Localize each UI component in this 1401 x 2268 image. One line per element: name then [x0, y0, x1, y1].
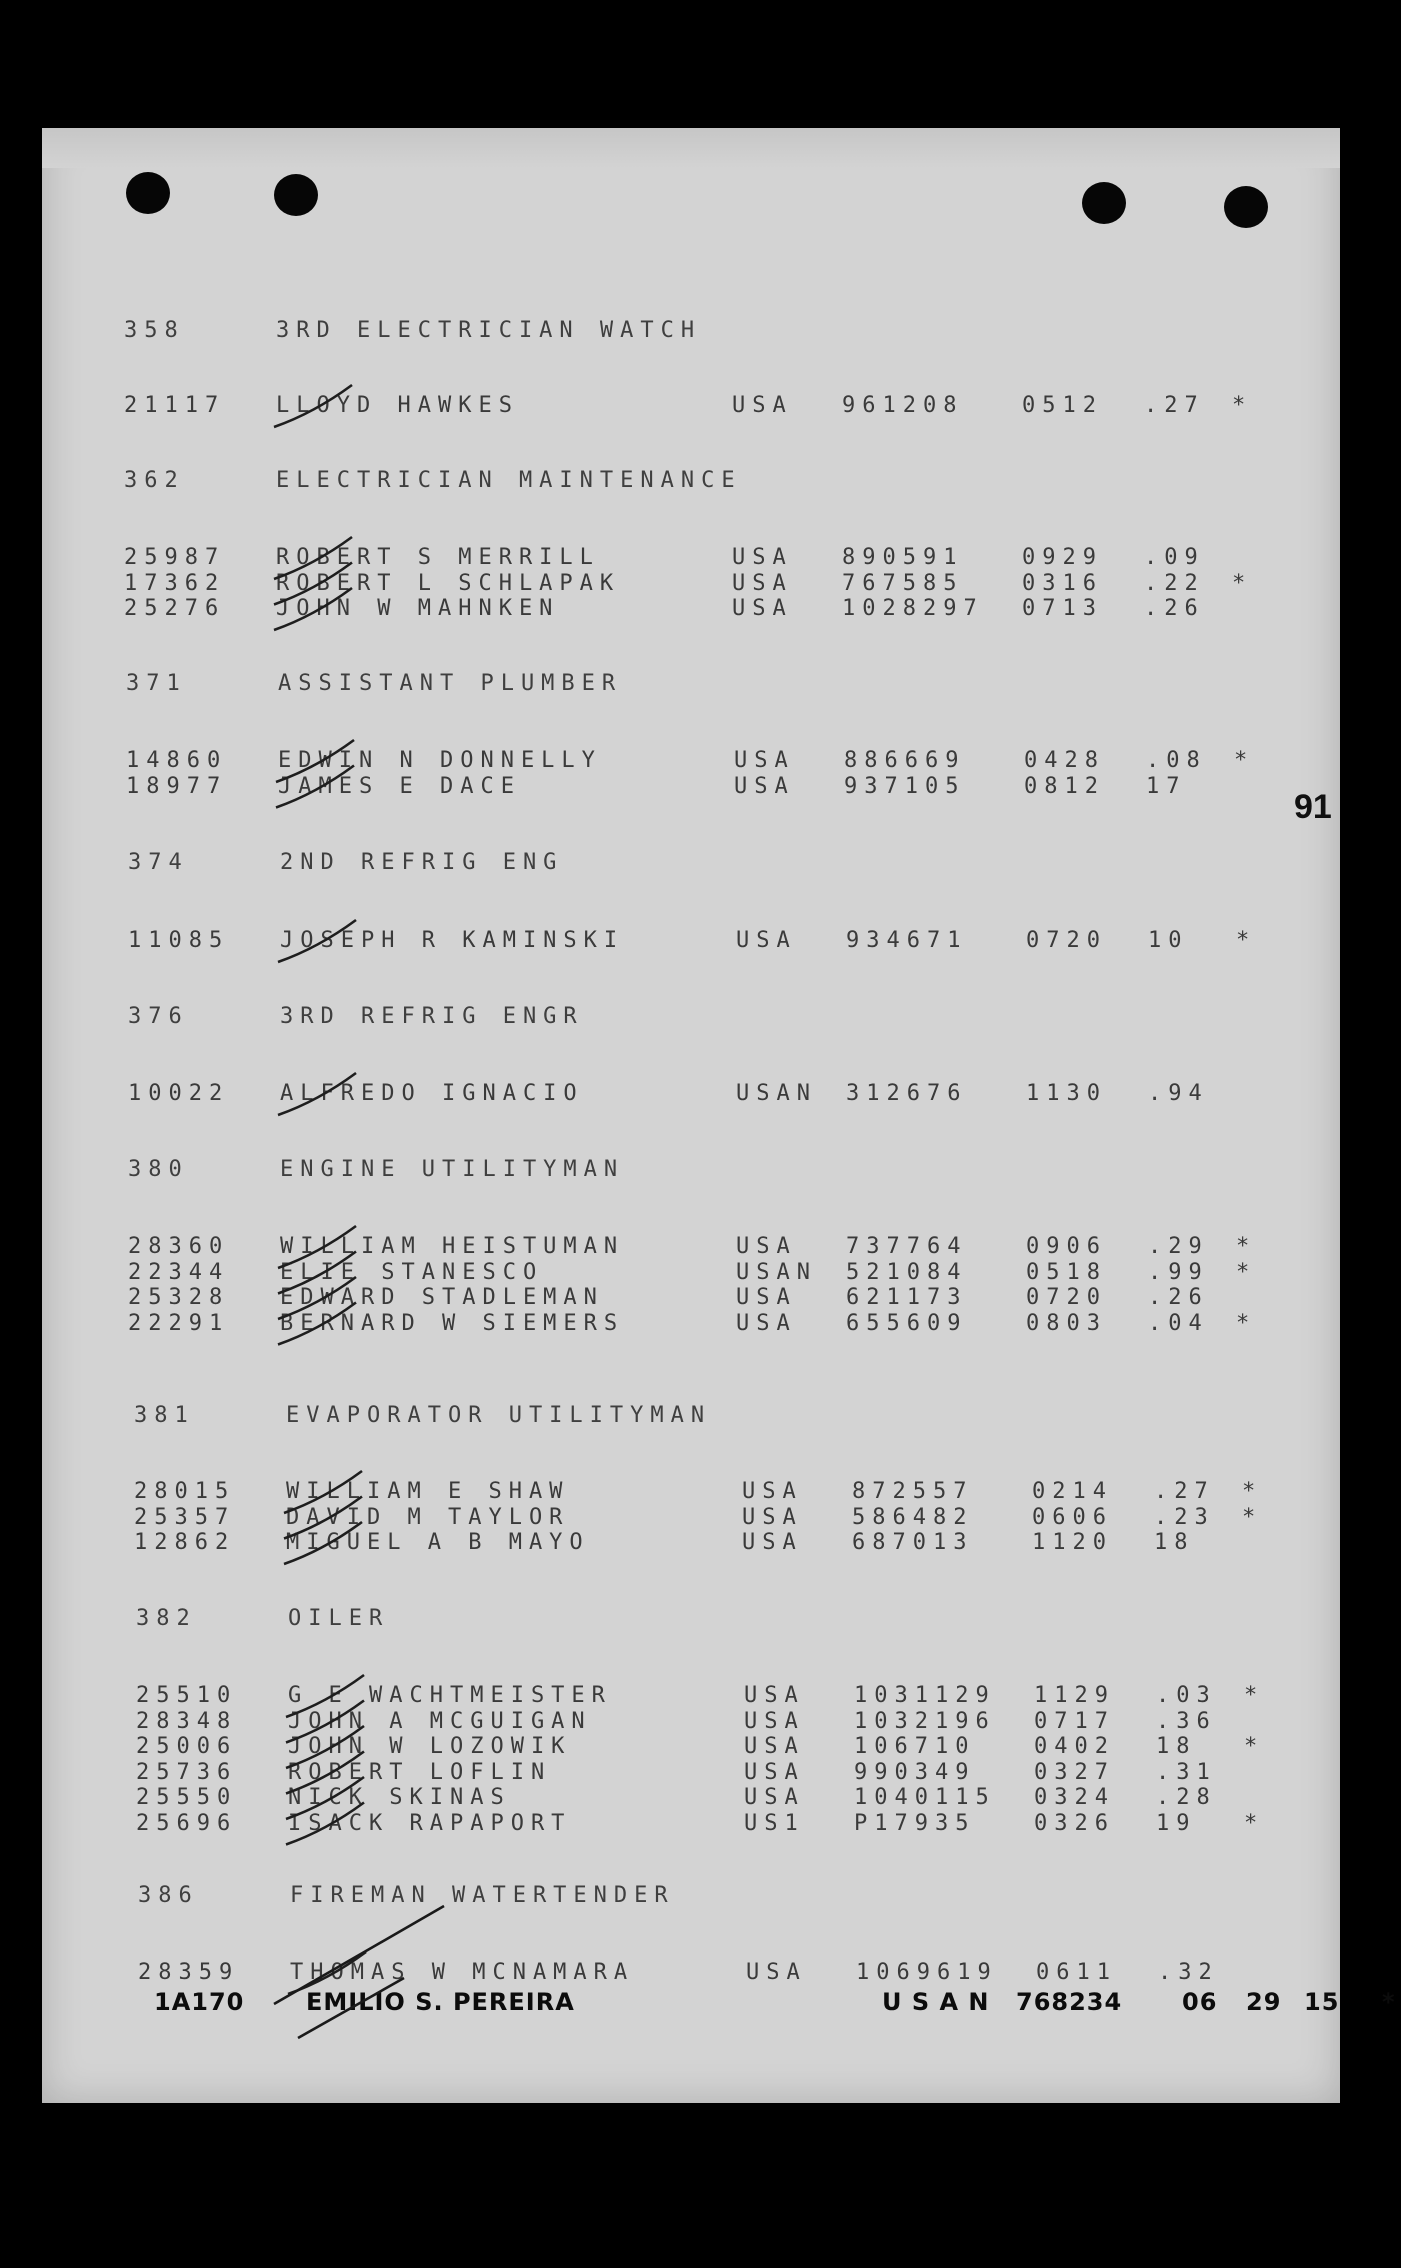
crew-date: 0512 [1022, 393, 1103, 418]
crew-code: 21117 [124, 393, 226, 418]
crew-name: NICK SKINAS [288, 1785, 511, 1810]
crew-name: DAVID M TAYLOR [286, 1504, 570, 1530]
punch-hole [1082, 182, 1126, 224]
crew-name: EDWARD STADLEMAN [280, 1285, 604, 1310]
handwritten-replacement-row [154, 1988, 1396, 2268]
crew-star: * [1244, 1683, 1265, 1708]
crew-book: 1040115 [854, 1785, 996, 1810]
crew-book: 621173 [846, 1285, 968, 1310]
crew-date: 0812 [1024, 773, 1105, 799]
crew-star: * [1244, 1734, 1265, 1759]
punch-hole [274, 174, 318, 216]
section-title: ASSISTANT PLUMBER [278, 671, 623, 696]
crew-name: JOHN W LOZOWIK [288, 1734, 572, 1759]
crew-date: 0717 [1034, 1708, 1115, 1734]
section-code: 376 [128, 1004, 189, 1029]
crew-name: ELIE STANESCO [280, 1259, 544, 1285]
crew-star: * [1234, 748, 1255, 773]
crew-code: 25006 [136, 1734, 238, 1759]
crew-nat: USA [744, 1683, 805, 1708]
crew-book: 1028297 [842, 596, 984, 621]
last-row-name: EMILIO S. PEREIRA [306, 1988, 575, 2016]
crew-num: .26 [1144, 596, 1205, 621]
crew-code: 25276 [124, 596, 226, 621]
crew-code: 25357 [134, 1504, 236, 1530]
crew-star: * [1236, 1310, 1257, 1336]
crew-book: 687013 [852, 1530, 974, 1555]
section-code: 386 [138, 1883, 199, 1908]
crew-num: .22 [1144, 570, 1205, 596]
crew-star: * [1236, 1259, 1257, 1285]
crew-nat: USA [732, 393, 793, 418]
crew-name: EDWIN N DONNELLY [278, 748, 602, 773]
crew-num: 17 [1146, 773, 1187, 799]
crew-date: 0720 [1026, 1285, 1107, 1310]
last-row-nat: U S A N [882, 1988, 990, 2016]
crew-num: 19 [1156, 1810, 1197, 1836]
crew-date: 0402 [1034, 1734, 1115, 1759]
crew-nat: USA [736, 928, 797, 953]
last-row-extra: 15 [1304, 1988, 1340, 2016]
crew-nat: USA [742, 1479, 803, 1504]
crew-date: 0518 [1026, 1259, 1107, 1285]
crew-code: 28360 [128, 1234, 230, 1259]
crew-book: 934671 [846, 928, 968, 953]
crew-code: 12862 [134, 1530, 236, 1555]
crew-star: * [1242, 1479, 1263, 1504]
crew-nat: US1 [744, 1810, 805, 1836]
section-code: 380 [128, 1157, 189, 1182]
section-title: 3RD ELECTRICIAN WATCH [276, 318, 702, 343]
crew-name: JOHN W MAHNKEN [276, 596, 560, 621]
crew-num: .29 [1148, 1234, 1209, 1259]
crew-book: 990349 [854, 1759, 976, 1785]
crew-star: * [1232, 570, 1253, 596]
crew-name: JAMES E DACE [278, 773, 521, 799]
crew-num: 18 [1154, 1530, 1195, 1555]
crew-book: 312676 [846, 1081, 968, 1106]
crew-name: ROBERT L SCHLAPAK [276, 570, 621, 596]
crew-name: MIGUEL A B MAYO [286, 1530, 590, 1555]
crew-nat: USA [736, 1310, 797, 1336]
crew-book: 890591 [842, 545, 964, 570]
crew-num: .27 [1154, 1479, 1215, 1504]
crew-name: THOMAS W MCNAMARA [290, 1960, 635, 1985]
crew-name: ISACK RAPAPORT [288, 1810, 572, 1836]
crew-nat: USA [744, 1785, 805, 1810]
crew-nat: USA [744, 1759, 805, 1785]
crew-code: 14860 [126, 748, 228, 773]
crew-book: 1032196 [854, 1708, 996, 1734]
crew-date: 1130 [1026, 1081, 1107, 1106]
crew-star: * [1232, 393, 1253, 418]
crew-date: 0606 [1032, 1504, 1113, 1530]
crew-code: 25510 [136, 1683, 238, 1708]
crew-nat: USAN [736, 1081, 817, 1106]
section-code: 371 [126, 671, 187, 696]
last-row-date: 06 [1182, 1988, 1218, 2016]
crew-book: 1031129 [854, 1683, 996, 1708]
page-number: 91 [1294, 788, 1332, 826]
crew-nat: USA [742, 1504, 803, 1530]
crew-code: 25550 [136, 1785, 238, 1810]
crew-nat: USAN [736, 1259, 817, 1285]
crew-date: 0316 [1022, 570, 1103, 596]
crew-name: WILLIAM E SHAW [286, 1479, 570, 1504]
crew-num: .27 [1144, 393, 1205, 418]
crew-code: 10022 [128, 1081, 230, 1106]
crew-name: G E WACHTMEISTER [288, 1683, 612, 1708]
crew-star: * [1236, 928, 1257, 953]
crew-nat: USA [746, 1960, 807, 1985]
page-top-band [42, 128, 1340, 168]
crew-num: .04 [1148, 1310, 1209, 1336]
crew-date: 0214 [1032, 1479, 1113, 1504]
crew-name: ALFREDO IGNACIO [280, 1081, 584, 1106]
crew-book: 655609 [846, 1310, 968, 1336]
crew-star: * [1236, 1234, 1257, 1259]
crew-date: 0611 [1036, 1960, 1117, 1985]
crew-code: 28348 [136, 1708, 238, 1734]
crew-code: 28015 [134, 1479, 236, 1504]
crew-nat: USA [734, 748, 795, 773]
crew-date: 0803 [1026, 1310, 1107, 1336]
crew-book: 586482 [852, 1504, 974, 1530]
section-title: EVAPORATOR UTILITYMAN [286, 1403, 712, 1428]
crew-date: 0906 [1026, 1234, 1107, 1259]
crew-date: 0324 [1034, 1785, 1115, 1810]
crew-date: 0326 [1034, 1810, 1115, 1836]
crew-name: LLOYD HAWKES [276, 393, 519, 418]
crew-nat: USA [736, 1234, 797, 1259]
crew-num: .99 [1148, 1259, 1209, 1285]
crew-num: .28 [1156, 1785, 1217, 1810]
crew-code: 11085 [128, 928, 230, 953]
crew-date: 0929 [1022, 545, 1103, 570]
section-code: 381 [134, 1403, 195, 1428]
last-row-code: 1A170 [154, 1988, 245, 2016]
crew-date: 0327 [1034, 1759, 1115, 1785]
document-page [42, 128, 1396, 2103]
section-title: ENGINE UTILITYMAN [280, 1157, 625, 1182]
last-row-star: * [1382, 1988, 1396, 2016]
crew-date: 0713 [1022, 596, 1103, 621]
crew-num: .36 [1156, 1708, 1217, 1734]
section-code: 382 [136, 1606, 197, 1631]
crew-nat: USA [734, 773, 795, 799]
crew-book: 961208 [842, 393, 964, 418]
crew-book: 1069619 [856, 1960, 998, 1985]
crew-num: .32 [1158, 1960, 1219, 1985]
crew-num: .09 [1144, 545, 1205, 570]
crew-code: 18977 [126, 773, 228, 799]
crew-num: .26 [1148, 1285, 1209, 1310]
crew-book: P17935 [854, 1810, 976, 1836]
crew-book: 872557 [852, 1479, 974, 1504]
section-title: 2ND REFRIG ENG [280, 850, 564, 875]
last-row-num: 29 [1246, 1988, 1282, 2016]
crew-nat: USA [732, 570, 793, 596]
crew-star: * [1242, 1504, 1263, 1530]
crew-name: JOSEPH R KAMINSKI [280, 928, 625, 953]
section-code: 374 [128, 850, 189, 875]
crew-code: 25696 [136, 1810, 238, 1836]
crew-nat: USA [732, 596, 793, 621]
section-title: 3RD REFRIG ENGR [280, 1004, 584, 1029]
crew-name: ROBERT S MERRILL [276, 545, 600, 570]
crew-nat: USA [742, 1530, 803, 1555]
crew-date: 0428 [1024, 748, 1105, 773]
section-code: 358 [124, 318, 185, 343]
crew-num: .23 [1154, 1504, 1215, 1530]
crew-date: 0720 [1026, 928, 1107, 953]
crew-code: 22291 [128, 1310, 230, 1336]
crew-name: ROBERT LOFLIN [288, 1759, 552, 1785]
section-title: FIREMAN WATERTENDER [290, 1883, 675, 1908]
crew-book: 737764 [846, 1234, 968, 1259]
crew-book: 886669 [844, 748, 966, 773]
crew-nat: USA [744, 1734, 805, 1759]
crew-book: 106710 [854, 1734, 976, 1759]
crew-star: * [1244, 1810, 1265, 1836]
crew-book: 937105 [844, 773, 966, 799]
crew-num: .08 [1146, 748, 1207, 773]
crew-num: 18 [1156, 1734, 1197, 1759]
crew-nat: USA [744, 1708, 805, 1734]
crew-book: 767585 [842, 570, 964, 596]
section-code: 362 [124, 468, 185, 493]
crew-book: 521084 [846, 1259, 968, 1285]
crew-num: 10 [1148, 928, 1189, 953]
crew-nat: USA [732, 545, 793, 570]
crew-code: 22344 [128, 1259, 230, 1285]
punch-hole [126, 172, 170, 214]
section-title: ELECTRICIAN MAINTENANCE [276, 468, 742, 493]
last-row-book: 768234 [1016, 1988, 1123, 2016]
crew-num: .94 [1148, 1081, 1209, 1106]
crew-name: JOHN A MCGUIGAN [288, 1708, 592, 1734]
crew-name: WILLIAM HEISTUMAN [280, 1234, 625, 1259]
section-title: OILER [288, 1606, 390, 1631]
crew-num: .31 [1156, 1759, 1217, 1785]
crew-code: 28359 [138, 1960, 240, 1985]
crew-nat: USA [736, 1285, 797, 1310]
crew-code: 17362 [124, 570, 226, 596]
crew-num: .03 [1156, 1683, 1217, 1708]
crew-code: 25328 [128, 1285, 230, 1310]
crew-date: 1120 [1032, 1530, 1113, 1555]
crew-name: BERNARD W SIEMERS [280, 1310, 625, 1336]
crew-date: 1129 [1034, 1683, 1115, 1708]
punch-hole [1224, 186, 1268, 228]
crew-code: 25736 [136, 1759, 238, 1785]
crew-code: 25987 [124, 545, 226, 570]
